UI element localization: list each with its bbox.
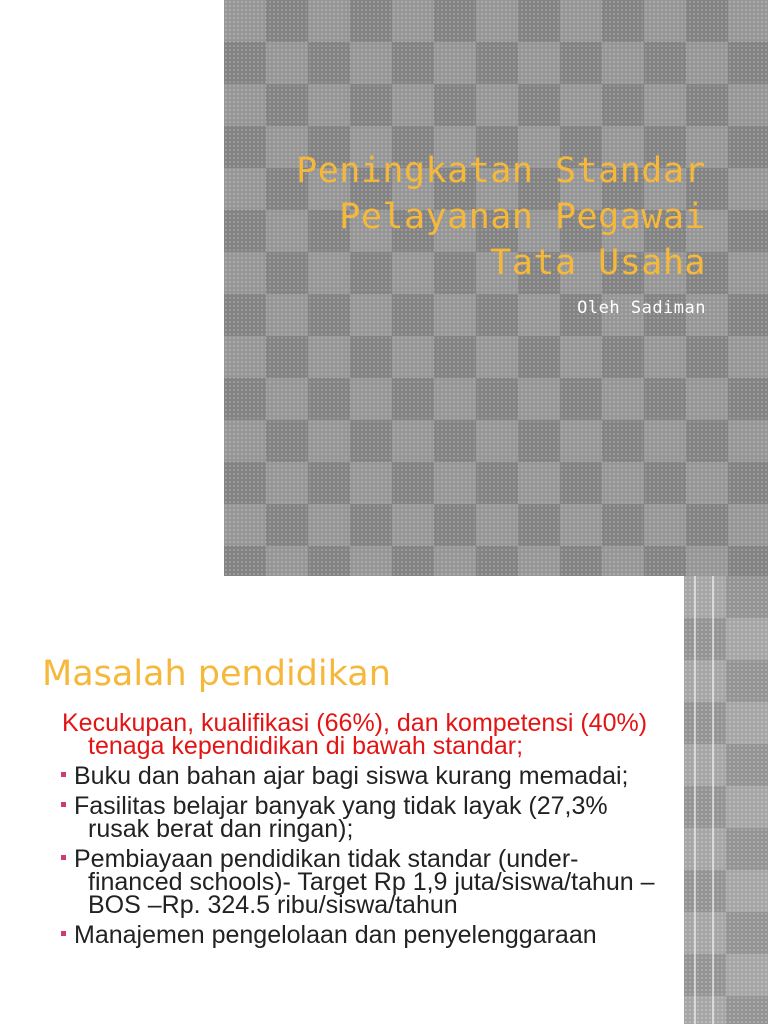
bullet-square-icon — [61, 855, 66, 860]
list-item-text: Buku dan bahan ajar bagi siswa kurang memadai; — [74, 762, 629, 790]
list-item-text: Manajemen pengelolaan dan penyelenggaraan — [74, 921, 597, 949]
content-slide — [0, 576, 768, 1024]
list-item-text: Pembiayaan pendidikan tidak standar (under-financed schools)- Target Rp 1,9 juta/siswa/tahun – BOS –Rp. 324.5 ribu/siswa/tahun — [74, 845, 655, 919]
presentation-title — [246, 148, 706, 286]
list-item — [44, 762, 656, 790]
list-item — [44, 792, 656, 843]
presentation-subtitle: Oleh Sadiman — [577, 298, 706, 318]
list-item — [44, 845, 656, 919]
title-line-2: Pelayanan Pegawai — [339, 197, 706, 237]
bullet-list — [44, 709, 656, 954]
list-item-text: Fasilitas belajar banyak yang tidak layak (27,3% rusak berat dan ringan); — [74, 792, 608, 843]
bullet-square-icon — [61, 772, 66, 777]
patterned-background-panel — [224, 0, 768, 576]
title-line-3: Tata Usaha — [490, 243, 706, 283]
patterned-side-strip — [684, 576, 768, 1024]
title-line-1: Peningkatan Standar — [296, 151, 706, 191]
bullet-square-icon — [61, 931, 66, 936]
list-item — [44, 709, 656, 760]
list-item-text: Kecukupan, kualifikasi (66%), dan kompetensi (40%) tenaga kependidikan di bawah standar; — [62, 709, 648, 760]
slide-title: Masalah pendidikan — [42, 654, 391, 694]
list-item — [44, 921, 656, 949]
bullet-square-icon — [61, 802, 66, 807]
